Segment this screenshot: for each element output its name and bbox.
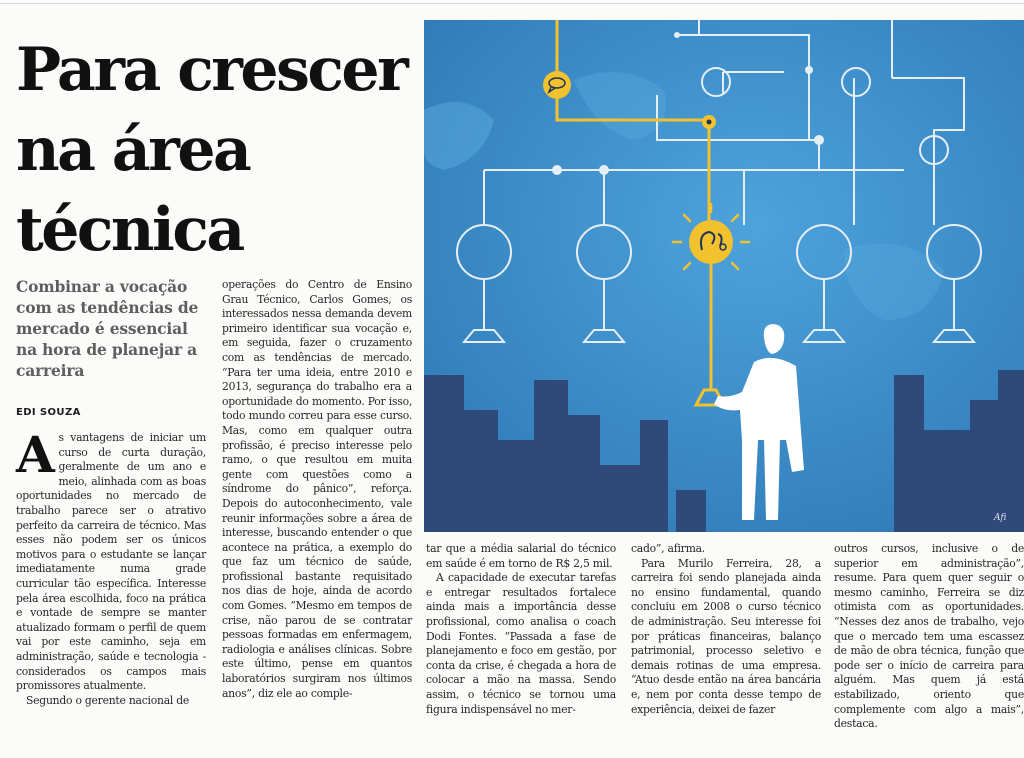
paragraph-text: s vantagens de iniciar um curso de curta duração, geralmente de um ano e meio, alinhada com as boas oportunidades no mercado de trabalho parece ser o atrativo perfeito da carreira de técnico. Mas esses não podem ser os únicos motivos para o estudante se lançar imediatamente numa grade curricular tão específica. Interesse pela área escolhida, foco na prática e vontade de sempre se manter atualizado formam o perfil de quem vai por este caminho, seja em administração, saúde e tecnologia - considerados os campos mais promissores atualmente. <box>16 431 206 693</box>
paragraph: Para Murilo Ferreira, 28, a carreira foi sendo planejada ainda no ensino fundamental, quando concluiu em 2008 o curso técnico de administração. Seu interesse foi por práticas financeiras, balanço patrimonial, processo seletivo e demais rotinas de uma empresa. “Atuo desde então na área bancária e, nem por conta desse tempo de experiência, deixei de fazer <box>631 556 821 716</box>
paragraph: outros cursos, inclusive o de superior em administração”, resume. Para quem quer seguir o mesmo caminho, Ferreira se diz otimista com as oportunidades. “Nesses dez anos de trabalho, vejo que o mercado tem uma escassez de mão de obra técnica, função que pode ser o início de carreira para alguém. Mas quem já está estabilizado, oriento que complemente com algo a mais”, destaca. <box>834 542 1024 731</box>
article-column-5 <box>834 542 1024 732</box>
building <box>600 465 640 532</box>
byline: EDI SOUZA <box>16 407 81 418</box>
paragraph: A capacidade de executar tarefas e entregar resultados fortalece ainda mais a importância desse profissional, como analisa o coach Dodi Fontes. “Passada a fase de planejamento e foco em gestão, por conta da crise, é chegada a hora de colocar a mão na massa. Sendo assim, o técnico se tornou uma figura indispensável no mer- <box>426 571 616 716</box>
article-column-2 <box>222 278 412 701</box>
building <box>460 410 498 532</box>
building <box>676 490 706 532</box>
subheadline: Combinar a vocação com as tendências de mercado é essencial na hora de planejar a carreira <box>16 277 199 380</box>
article-column-3 <box>426 542 616 717</box>
paragraph: Segundo o gerente nacional de <box>26 693 190 707</box>
article-column-1 <box>16 425 206 708</box>
chat-bubble-icon <box>543 71 571 99</box>
building <box>998 370 1024 532</box>
paragraph <box>16 425 206 694</box>
career-illustration <box>424 20 1024 532</box>
headline: Para crescer na área técnica <box>16 35 407 265</box>
building <box>894 375 924 532</box>
building <box>564 415 600 532</box>
paragraph: tar que a média salarial do técnico em saúde é em torno de R$ 2,5 mil. <box>426 542 616 570</box>
building <box>496 440 534 532</box>
paragraph: cado”, afirma. <box>631 542 705 555</box>
top-rule <box>0 3 1024 4</box>
building <box>424 375 464 532</box>
building <box>922 430 972 532</box>
building <box>534 380 568 532</box>
drop-cap: A <box>16 425 55 484</box>
artist-signature: Afi <box>994 513 1007 523</box>
article-column-4 <box>631 542 821 717</box>
gear-icon <box>702 115 716 129</box>
building <box>640 420 668 532</box>
paragraph: operações do Centro de Ensino Grau Técnico, Carlos Gomes, os interessados nessa demanda devem primeiro identificar sua vocação e, em seguida, fazer o cruzamento com as tendências de mercado. “Para ter uma ideia, entre 2010 e 2013, segurança do trabalho era a oportunidade do momento. Por isso, todo mundo correu para esse curso. Mas, como em qualquer outra profissão, é preciso interesse pelo ramo, o que resultou em muita gente com questões como a síndrome do pânico”, reforça. Depois do autoconhecimento, vale reunir informações sobre a área de interesse, buscando entender o que acontece na prática, a exemplo do que faz um técnico de saúde, profissional bastante requisitado nos dias de hoje, ainda de acordo com Gomes. “Mesmo em tempos de crise, não parou de se contratar pessoas formadas em enfermagem, radiologia e análises clínicas. Sobre este último, pense em quantos laboratórios surgiram nos últimos anos”, diz ele ao comple- <box>222 278 412 700</box>
